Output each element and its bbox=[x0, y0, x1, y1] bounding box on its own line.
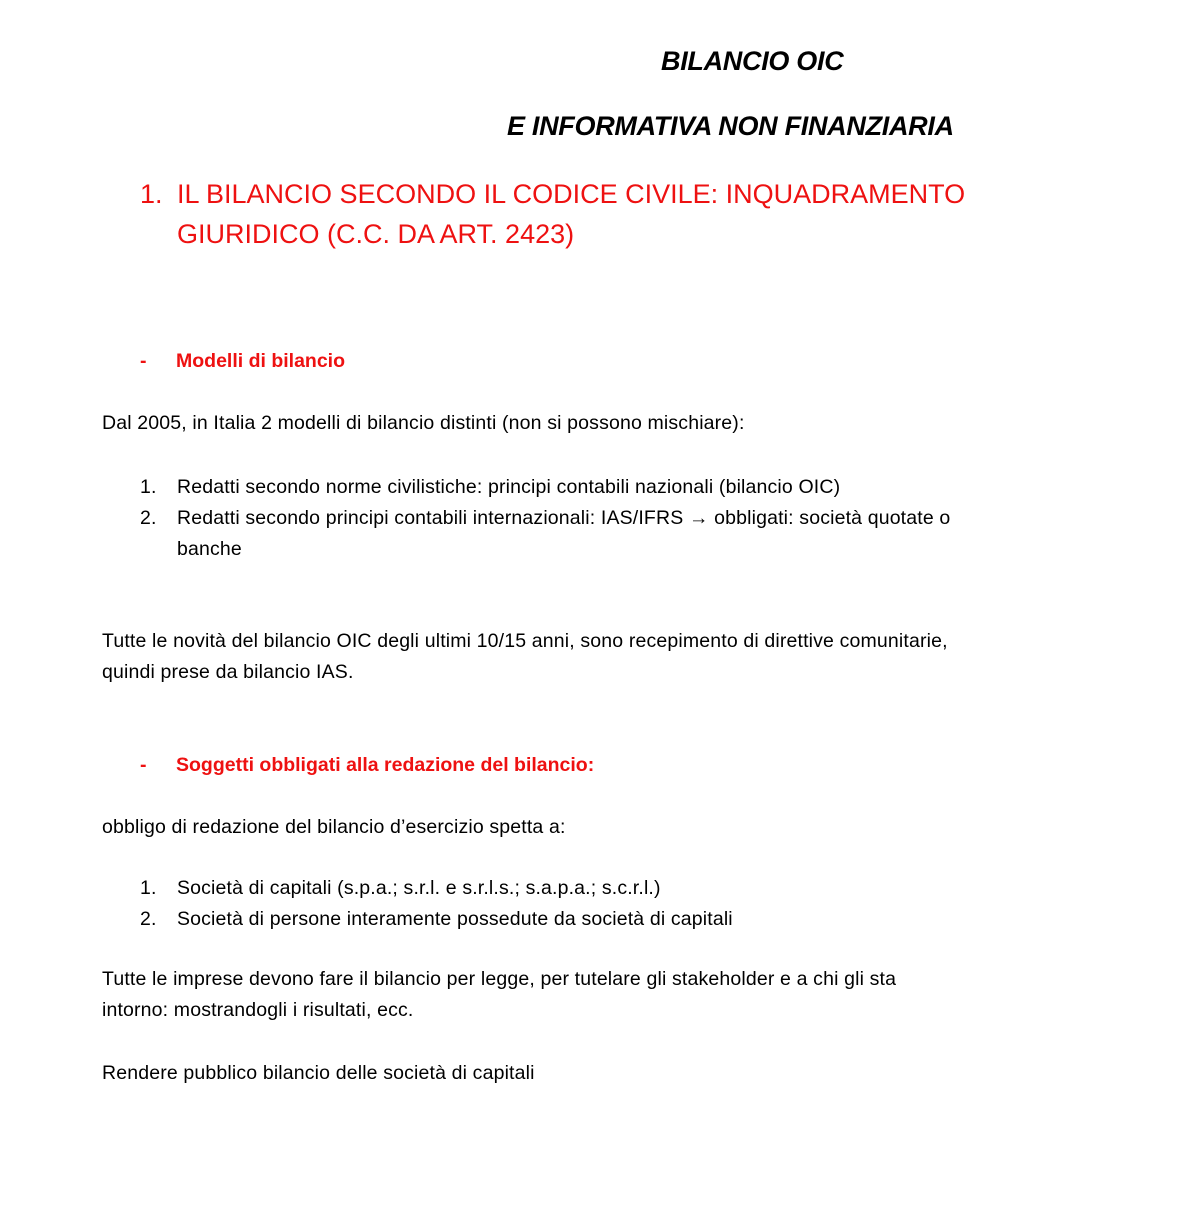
subheading-dash: - bbox=[140, 754, 147, 776]
subheading-label: Modelli di bilancio bbox=[176, 350, 346, 372]
section-heading bbox=[140, 174, 1040, 254]
soggetti-intro: obbligo di redazione del bilancio d’esercizio spetta a: bbox=[102, 816, 566, 838]
list-text bbox=[177, 503, 1117, 565]
closing-paragraph: Rendere pubblico bilancio delle società di capitali bbox=[102, 1062, 535, 1084]
list-item bbox=[140, 472, 1117, 503]
modelli-intro: Dal 2005, in Italia 2 modelli di bilancio distinti (non si possono mischiare): bbox=[102, 412, 745, 434]
soggetti-paragraph bbox=[102, 964, 1132, 1026]
list-number: 1. bbox=[140, 476, 157, 498]
arrow-icon: → bbox=[688, 507, 709, 529]
soggetti-list bbox=[140, 873, 1117, 935]
modelli-list bbox=[140, 472, 1117, 565]
subheading-label: Soggetti obbligati alla redazione del bilancio: bbox=[176, 754, 595, 776]
section-heading-line2: GIURIDICO (C.C. DA ART. 2423) bbox=[177, 219, 575, 249]
list-text: Redatti secondo norme civilistiche: principi contabili nazionali (bilancio OIC) bbox=[177, 476, 841, 498]
list-item bbox=[140, 904, 1117, 935]
list-text-bold: obbligati: società quotate o bbox=[714, 507, 951, 529]
paragraph-line1: Tutte le imprese devono fare il bilancio per legge, per tutelare gli stakeholder e a chi gli sta bbox=[102, 968, 897, 990]
list-number: 2. bbox=[140, 507, 157, 529]
document-subtitle: E INFORMATIVA NON FINANZIARIA bbox=[507, 111, 954, 141]
modelli-note bbox=[102, 626, 1132, 688]
list-text-part: Redatti secondo principi contabili internazionali: IAS/IFRS bbox=[177, 507, 684, 529]
list-text: Società di persone interamente possedute da società di capitali bbox=[177, 908, 733, 930]
note-line1: Tutte le novità del bilancio OIC degli ultimi 10/15 anni, sono recepimento di direttive comunitarie, bbox=[102, 630, 948, 652]
paragraph-line2: intorno: mostrandogli i risultati, ecc. bbox=[102, 999, 414, 1021]
list-item bbox=[140, 503, 1117, 565]
section-number: 1. bbox=[140, 179, 163, 209]
list-number: 1. bbox=[140, 877, 157, 899]
section-heading-line1: IL BILANCIO SECONDO IL CODICE CIVILE: INQUADRAMENTO bbox=[177, 179, 966, 209]
list-number: 2. bbox=[140, 908, 157, 930]
document-title: BILANCIO OIC bbox=[661, 46, 844, 76]
list-item bbox=[140, 873, 1117, 904]
list-text: Società di capitali (s.p.a.; s.r.l. e s.r.l.s.; s.a.p.a.; s.c.r.l.) bbox=[177, 877, 661, 899]
list-text-continuation: banche bbox=[177, 538, 242, 560]
subheading-dash: - bbox=[140, 350, 147, 372]
note-line2: quindi prese da bilancio IAS. bbox=[102, 661, 354, 683]
